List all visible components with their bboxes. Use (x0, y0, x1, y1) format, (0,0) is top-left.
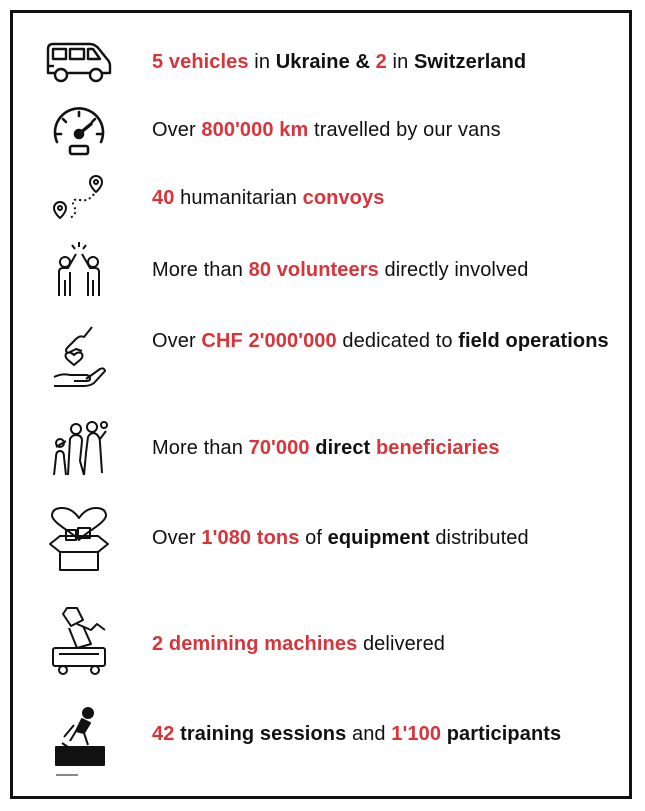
stat-row (13, 171, 629, 227)
stat-part: and (346, 723, 392, 745)
stat-part: beneficiaries (375, 437, 500, 459)
stat-part: 800'000 km (201, 119, 309, 141)
stat-part: equipment (327, 527, 430, 549)
stat-part: 40 (152, 187, 175, 209)
stat-part: 1'100 (391, 723, 442, 745)
stat-part: Over (152, 119, 202, 141)
donation-hand-icon (41, 321, 117, 391)
speedometer-icon (41, 103, 117, 159)
stat-row (13, 603, 629, 679)
demining-machine-icon (41, 603, 117, 677)
stat-part: convoys (302, 187, 385, 209)
family-icon (41, 415, 117, 481)
stat-part: Over (152, 527, 202, 549)
stat-part: 1'080 tons (201, 527, 300, 549)
stat-row (13, 239, 629, 301)
stat-text (152, 523, 612, 553)
stat-part: field operations (458, 330, 609, 352)
stat-part: 2 (375, 51, 387, 73)
stat-text (152, 326, 612, 356)
van-icon (41, 37, 117, 87)
stat-part: training sessions (174, 723, 347, 745)
stat-part: 80 volunteers (248, 259, 379, 281)
heart-box-icon (41, 505, 117, 575)
stat-text (152, 47, 612, 77)
stat-row (13, 505, 629, 577)
stat-text (152, 629, 612, 659)
stat-part: directly involved (378, 259, 529, 281)
stat-part: 70'000 (248, 437, 310, 459)
stat-part: Over (152, 330, 202, 352)
stat-part: 42 (152, 723, 175, 745)
stat-part: More than (152, 437, 249, 459)
stat-row (13, 101, 629, 161)
stat-text (152, 115, 612, 145)
stat-part: distributed (429, 527, 529, 549)
stat-part: in (248, 51, 276, 73)
stat-row (13, 321, 629, 397)
stat-part: travelled by our vans (308, 119, 501, 141)
volunteers-icon (41, 239, 117, 301)
stat-text (152, 433, 612, 463)
stat-part: Switzerland (413, 51, 527, 73)
stat-part: delivered (357, 633, 446, 655)
stat-part: of (299, 527, 328, 549)
stat-text (152, 255, 612, 285)
stat-part: 5 vehicles (152, 51, 249, 73)
stat-row (13, 35, 629, 89)
stat-part: 2 demining machines (152, 633, 358, 655)
stat-part: Ukraine & (275, 51, 376, 73)
stat-part: dedicated to (336, 330, 459, 352)
stats-card (10, 10, 632, 799)
stat-part: CHF 2'000'000 (201, 330, 337, 352)
stat-row (13, 415, 629, 481)
stat-part: humanitarian (174, 187, 303, 209)
stat-text (152, 183, 612, 213)
stat-part: participants (441, 723, 562, 745)
stat-text (152, 719, 612, 749)
stat-part: More than (152, 259, 249, 281)
route-icon (41, 171, 117, 227)
stat-part: direct (309, 437, 376, 459)
training-icon (41, 699, 117, 781)
stat-part: in (386, 51, 414, 73)
stat-row (13, 699, 629, 781)
